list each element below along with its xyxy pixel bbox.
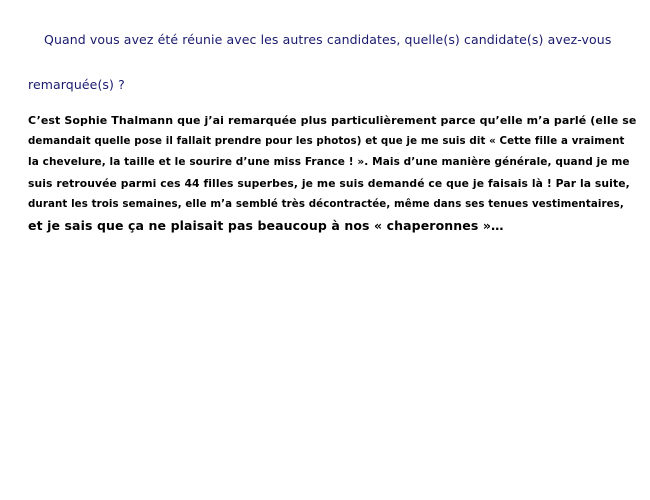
question-text-line-2: remarquée(s) ?	[28, 77, 125, 92]
answer-paragraph	[28, 110, 636, 236]
answer-line: la chevelure, la taille et le sourire d’une miss France ! ». Mais d’une manière générale, quand je me	[28, 156, 630, 168]
answer-line: et je sais que ça ne plaisait pas beaucoup à nos « chaperonnes »…	[28, 218, 504, 233]
answer-line: suis retrouvée parmi ces 44 filles superbes, je me suis demandé ce que je faisais là ! Par la suite,	[28, 177, 630, 190]
answer-line: durant les trois semaines, elle m’a semblé très décontractée, même dans ses tenues vestimentaires,	[28, 198, 624, 210]
answer-line: C’est Sophie Thalmann que j’ai remarquée plus particulièrement parce qu’elle m’a parlé (elle se	[28, 114, 637, 127]
answer-line: demandait quelle pose il fallait prendre pour les photos) et que je me suis dit « Cette fille a vraiment	[28, 135, 625, 147]
question-text-line-1: Quand vous avez été réunie avec les autres candidates, quelle(s) candidate(s) avez-vous	[44, 32, 612, 47]
